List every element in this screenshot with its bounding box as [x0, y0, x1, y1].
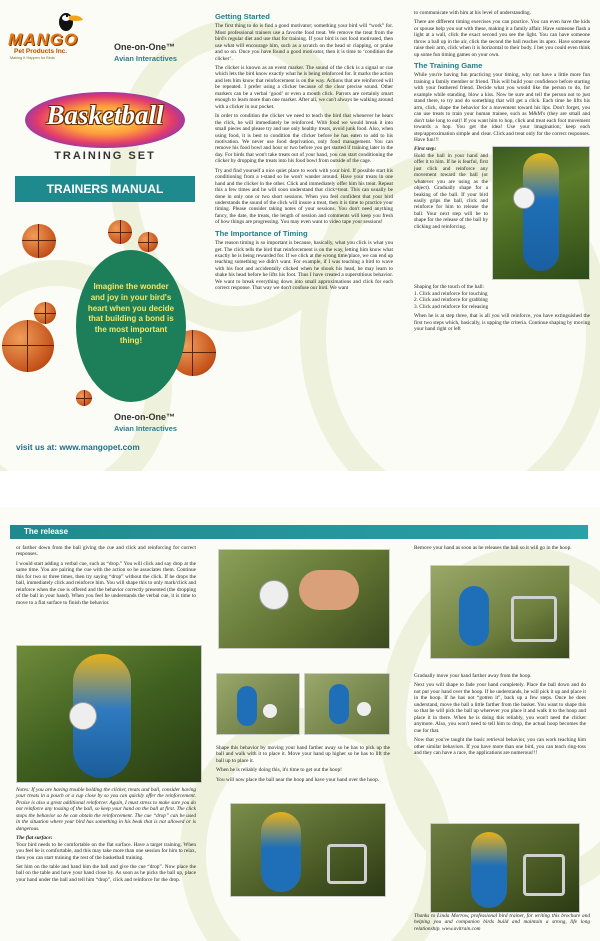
paragraph: The reason timing is so important is because, basically, what you click is what you get. The click tells the bird that reinforcement is on the way, letting him know what exactly he is being rewarded for. If we click at the wrong time/place, we can end up teaching something we didn't want. For example, if I was teaching a bird to wave with his foot and accidentally clicked when he shook his head, he may learn to shake his head before he lifts his foot. Thus I have created a superstitious behavior. We want to break everything down into small approximations and click for each correct response. That way we don't confuse our bird. We want	[215, 240, 393, 292]
bird-placing-ball-photo-2	[304, 673, 390, 735]
macaw-holding-ball-photo	[492, 146, 590, 280]
paragraph: Shape this behavior by moving your hand farther away so he has to pick up the ball and walk with it to place it. Move your hand up higher so he has to lift the ball up to place it.	[216, 745, 390, 764]
paragraph: You will now place the ball near the hoop and have your hand over the hoop.	[216, 776, 380, 783]
brochure-back	[0, 507, 600, 941]
product-title: Basketball	[46, 100, 164, 130]
bird-placing-ball-photo-1	[216, 673, 300, 735]
column-getting-started	[215, 10, 393, 295]
basketball-icon	[76, 390, 92, 406]
credit-text: Thanks to Linda Morrow, professional bird trainer, for writing this brochure and helping you and companion birds build and maintain a strong, life long relationship. www.avitrain.com	[414, 913, 590, 932]
heading-importance-of-timing: The Importance of Timing	[215, 228, 308, 238]
heading-training-game: The Training Game	[414, 61, 483, 71]
manual-banner: TRAINERS MANUAL	[15, 176, 195, 202]
bird-hoop-hand-photo	[430, 565, 570, 659]
column-release	[16, 545, 196, 609]
basketball-icon	[22, 224, 56, 258]
brand-name-top: One-on-One™	[114, 42, 175, 52]
website-link[interactable]: visit us at: www.mangopet.com	[16, 442, 140, 452]
brand-sub-top: Avian Interactives	[114, 54, 177, 63]
paragraph: Set him on the table and hand him the ball and give the cue “drop”. Now place the ball on the table and have your hand close by. As soon as he picks the ball up, place your hand under the ball and tell him “drop”, click and reinforce for the drop.	[16, 863, 196, 883]
paragraph: I would start adding a verbal cue, such as “drop.” You will click and say drop at the same time. You are pairing the cue with the action so he associates them. Continue this for two or three times, then try saying “drop” without the click. If he drops the ball, immediately click and reinforce him. You will shape this to only mark/click and reinforce when the cue is offered and the behavior correctly presented (the dropping of the ball in your hand). When you feel he understands the verbal cue, it is time to move to a flat surface to finish the behavior.	[16, 560, 196, 606]
heading-getting-started: Getting Started	[215, 12, 270, 21]
mango-logo	[8, 10, 88, 62]
shaping-step: 3. Click and reinforce for releasing	[414, 303, 489, 310]
paragraph: When he is at step three, that is all you will reinforce, you have extinguished the first two steps which, basically, is upping the criteria. Continue shaping by moving your hand right or left	[414, 313, 590, 333]
column-hoop-fade	[414, 545, 586, 554]
hand-and-ball-photo	[218, 549, 390, 649]
flat-surface-label: The flat surface:	[16, 835, 53, 842]
basketball-icon	[34, 302, 56, 324]
column-training-game	[414, 10, 590, 336]
paragraph: There are different timing exercises you can practice. You can even have the kids or spouse help you out with these, making it a family affair. Have someone flash a light at a wall, click the exact second you see the light. You can have someone throw a ball up in the air, click the second the ball reaches its apex. Have someone raise their arm, click when it is horizontal to their body. I bet you could even think up some fun timing games on your own.	[414, 19, 590, 58]
column-hoop-fade-2	[414, 673, 586, 759]
brand-sub-bottom: Avian Interactives	[114, 424, 177, 433]
paragraph: While you're having fun practicing your timing, why not have a little more fun training a family member or friend. This will build your confidence before starting with your feathered friend. Decide what you would like the person to do, for example while standing, blow a kiss. Now be sure and tell the person not to just stand there, to try and do something that will get a click. Each time he lifts his arm, click, shape the behavior for a movement toward his lips. Don't forget, you can use treats to train your human trainee, such as M&M's (they are small and don't take long to eat)! If you want him to hop, click and treat each foot movement towards a hop. You get the idea! Use your imagination; keep each step/approximation simple and clear. Click and treat only for the correct responses. Have fun!!!	[414, 72, 590, 143]
basketball-icon	[2, 320, 54, 372]
shaping-step: 1. Click and reinforce for touching	[414, 290, 488, 297]
shaping-step: 2. Click and reinforce for grabbing	[414, 297, 488, 304]
paragraph: The first thing to do is find a good motivator; something your bird will “work” for. Most professional trainers use a favorite food treat. We remove the treat from the bird's regular diet and use that for training. If your bird is not food motivated, then use what will encourage him, such as a scratch on the head or clapping, or praise and so on. Once you have found a good motivator, then it is time to ‘condition the clicker’.	[215, 23, 393, 62]
toucan-icon	[58, 10, 84, 32]
cover-panel	[0, 0, 205, 471]
paragraph: or farther down from the ball giving the cue and click and reinforcing for correct responses.	[16, 545, 196, 558]
column-release-notes	[16, 787, 196, 886]
credit-note	[414, 913, 590, 935]
paragraph: Gradually move your hand farther away from the hoop.	[414, 673, 532, 679]
brand-name-bottom: One-on-One™	[114, 412, 175, 422]
paragraph: to communicate with him at his level of understanding.	[414, 10, 531, 16]
paragraph: Remove your hand as soon as he releases the ball so it will go in the hoop.	[414, 545, 572, 551]
paragraph: Now that you've taught the basic retrieval behavior, you can work teaching him other similar behaviors. If you have more than one bird, you can teach ring-toss and they can have a race, the applications are numerous!!!	[414, 737, 586, 756]
first-step-label: First step:	[414, 146, 437, 153]
basketball-icon	[108, 220, 132, 244]
paragraph: In order to condition the clicker we need to teach the bird that whenever he hears the click, he will immediately be reinforced. With food we would break it into small pieces and please try and use only healthy treats, avoid junk food. Also, when using food, it is best to condition the clicker before he has eaten to add to his motivation. We never use food deprivation, only food management. You can remove his food bowl and hour or two before you get started if training later in the day. For birds that won't take treats out of your hand, you can start conditioning the clicker by dropping the treats into his food bowl from outside of the cage.	[215, 113, 393, 165]
paragraph: The clicker is known as an event marker. The sound of the click is a signal or cue which lets the bird know exactly what he is being reinforced for. It marks the action and lets him know that reinforcement is on the way. Actions that are reinforced will be repeated. I prefer using a clicker because of the clear precise sound. Other markers can be a verbal ‘good’ or even a mouth click. Parrots are certainly smart enough to learn more than one marker. After all, we can't always be walking around with a clicker in our pocket.	[215, 64, 393, 110]
paragraph: Try and find yourself a nice quiet place to work with your bird. If possible start his conditioning from a t-stand so he won't wander around. Have your treats in one hand and the clicker in the other. Click and immediately offer him his treat. Repeat this a few times and he will soon understand that click=treat. This can usually be done in only one or two short sessions. When you feel confident that your bird understands the sound of the click will insure a treat, then it is time to practice your timing. Please consider taking notes of your sessions. You don't need anything fancy, the date, the treats, the length of session and comments will keep you fresh of how things are progressing. You may even want to video tape your sessions!	[215, 167, 393, 226]
logo-text: MANGO	[8, 30, 79, 49]
macaw-at-hoop-photo	[230, 803, 386, 897]
basketball-icon	[138, 232, 158, 252]
macaw-basketball-photo	[430, 823, 580, 913]
paragraph: When he is reliably doing this, it's time to get out the hoop!	[216, 767, 342, 774]
paragraph: Hold the ball in your hand and offer it to him. If he is fearful, first just click and reinforce any movement toward the ball (or whatever you are using as the object). Gradually shape for a beaking of the ball. If your bird easily grips the ball, click and reinforce for him to release the ball. Your next step will be to shape for the release of the ball by clicking and reinforcing.	[414, 152, 488, 230]
product-subtitle: TRAINING SET	[54, 150, 156, 162]
shaping-intro: Shaping for the touch of the ball:	[414, 284, 485, 291]
column-hoop	[216, 745, 390, 786]
logo-tagline: Making It Happen for Birds	[10, 56, 55, 60]
section-banner-title: The release	[24, 527, 69, 536]
logo-subtext: Pet Products Inc.	[14, 48, 68, 55]
paragraph: Your bird needs to be comfortable on the flat surface. Have a target training. When you feel he is comfortable, and this may take more than one session for him to relax, then you can start training the rest of the basketball training.	[16, 841, 196, 861]
section-banner	[10, 525, 588, 539]
tagline-text: Imagine the wonder and joy in your bird's heart when you decide that building a bond is the most important thing!	[87, 282, 175, 345]
notes-text: Notes: If you are having trouble holding the clicker, treats and ball, consider having your treats in a pouch or a cup close by so you can quickly offer the reinforcement. Praise is also a great additional reinforcer. Again, I must stress to make sure you do not reinforce any tossing of the ball, so keep your hand on the ball at first. The click stops the behavior so he can obtain the reinforcement. The cue “drop” can be used in the situation where your bird has something in his beak that is not allowed or is dangerous.	[16, 787, 196, 832]
macaw-with-ball-photo	[16, 645, 202, 783]
paragraph: Next you will shape to fade your hand completely. Place the ball down and do not put your hand over the hoop. If he understands, he will pick it up and place it in the hoop. If he has not “gotten it”, back up a few steps. Once he does understand, move the ball a little farther from the basket. You want to shape this so that he will pick the ball up wherever you place it and walk it to the hoop and place it in there. When he is doing this reliably, you won't need the clicker anymore. Also, you won't need to tell him to drop, the actual hoop becomes the cue for that.	[414, 682, 586, 734]
